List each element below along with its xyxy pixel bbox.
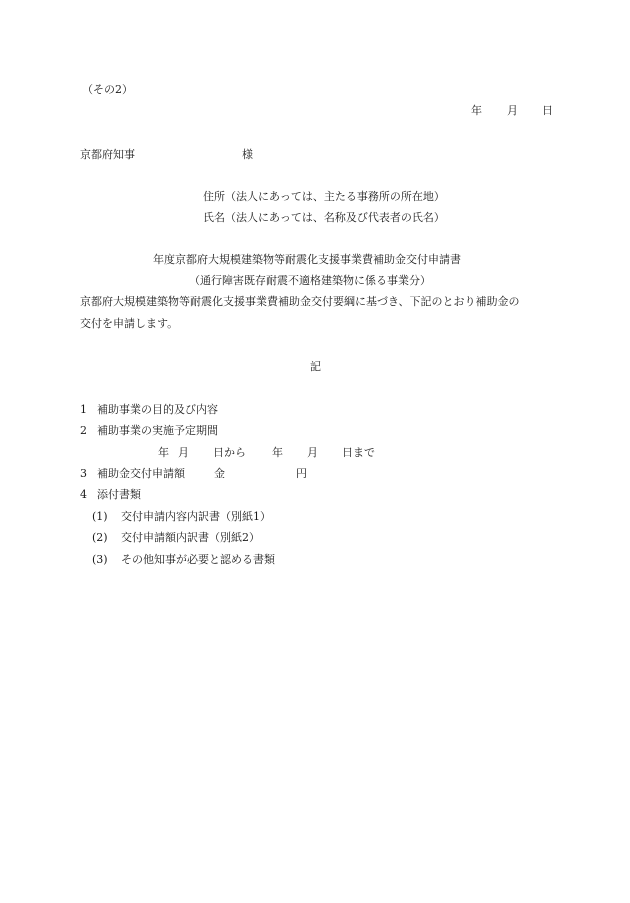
item-label: 補助事業の実施予定期間	[97, 424, 218, 437]
date-day: 日	[542, 104, 553, 117]
item-label: 補助金交付申請額	[97, 467, 185, 480]
addressee-honorific: 様	[242, 148, 253, 161]
attachment-number: (2)	[92, 531, 108, 544]
date-year: 年	[471, 104, 482, 117]
body-line-1: 京都府大規模建築物等耐震化支援事業費補助金交付要綱に基づき、下記のとおり補助金の	[80, 295, 520, 308]
form-label: （その2）	[82, 83, 133, 96]
body-line-2: 交付を申請します。	[80, 317, 179, 330]
applicant-address: 住所（法人にあっては、主たる事務所の所在地）	[203, 190, 445, 203]
period-month-start: 月	[178, 446, 189, 459]
item-number: 1	[80, 403, 87, 416]
amount-unit: 円	[296, 467, 307, 480]
applicant-name: 氏名（法人にあっては、名称及び代表者の氏名）	[203, 211, 445, 224]
date-month: 月	[507, 104, 518, 117]
item-label: 補助事業の目的及び内容	[97, 403, 218, 416]
addressee-name: 京都府知事	[80, 148, 135, 161]
item-label: 添付書類	[97, 488, 141, 501]
attachment-label: 交付申請内容内訳書（別紙1）	[121, 510, 271, 523]
period-day-start: 日から	[213, 446, 246, 459]
document-subtitle: （通行障害既存耐震不適格建築物に係る事業分）	[189, 274, 431, 287]
attachment-number: (3)	[92, 553, 108, 566]
period-day-end: 日まで	[342, 446, 375, 459]
ki-heading: 記	[310, 360, 321, 373]
period-year-end: 年	[272, 446, 283, 459]
attachment-number: (1)	[92, 510, 108, 523]
item-number: 3	[80, 467, 87, 480]
item-number: 4	[80, 488, 87, 501]
period-year-start: 年	[158, 446, 169, 459]
attachment-label: 交付申請額内訳書（別紙2）	[121, 531, 260, 544]
item-number: 2	[80, 424, 87, 437]
attachment-label: その他知事が必要と認める書類	[121, 553, 275, 566]
document-title: 年度京都府大規模建築物等耐震化支援事業費補助金交付申請書	[153, 253, 461, 266]
period-month-end: 月	[307, 446, 318, 459]
amount-prefix: 金	[214, 467, 225, 480]
